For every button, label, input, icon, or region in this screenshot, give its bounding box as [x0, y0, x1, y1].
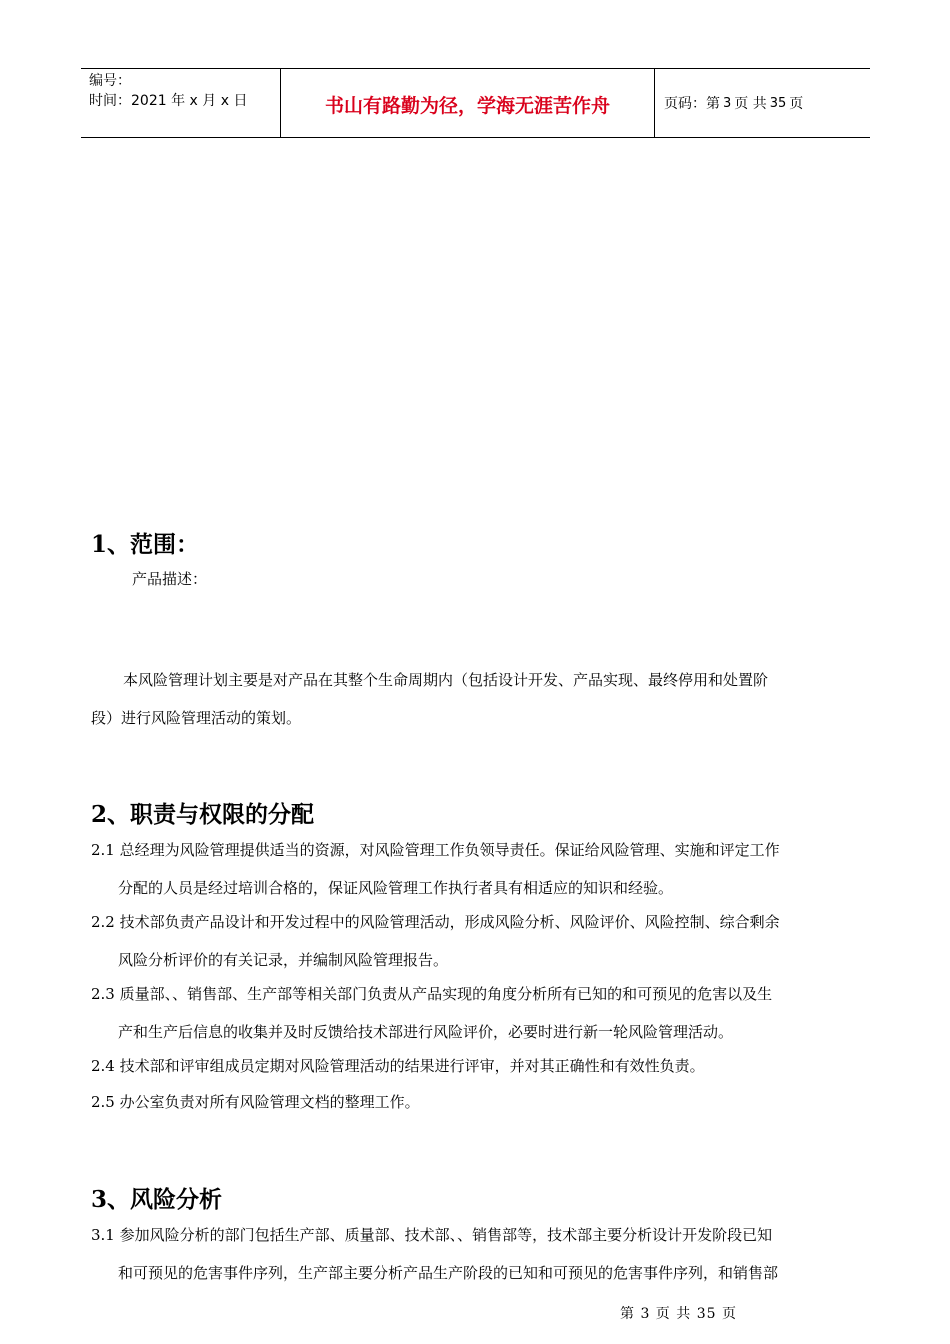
header-motto: 书山有路勤为径，学海无涯苦作舟 [281, 69, 655, 137]
list-item-line: 2.3 质量部、、销售部、生产部等相关部门负责从产品实现的角度分析所有已知的和可预见的危害以及生 [91, 985, 773, 1003]
list-item-continuation: 分配的人员是经过培训合格的，保证风险管理工作执行者具有相适应的知识和经验。 [118, 879, 674, 897]
list-item-line: 2.4 技术部和评审组成员定期对风险管理活动的结果进行评审，并对其正确性和有效性负责。 [91, 1057, 705, 1075]
section-2-title: 2、职责与权限的分配 [91, 801, 315, 828]
list-item-continuation: 和可预见的危害事件序列，生产部主要分析产品生产阶段的已知和可预见的危害事件序列，和销售部 [118, 1264, 779, 1282]
list-item-line: 2.1 总经理为风险管理提供适当的资源，对风险管理工作负领导责任。保证给风险管理、实施和评定工作 [91, 841, 780, 859]
page-middle: 页 共 [734, 96, 767, 112]
page-footer: 第 3 页 共 35 页 [620, 1306, 737, 1322]
list-item-2-5 [91, 1083, 861, 1121]
list-item-line: 2.5 办公室负责对所有风险管理文档的整理工作。 [91, 1093, 420, 1111]
date-label: 时间：2021 年 x 月 x 日 [89, 93, 248, 109]
header-page-info [655, 69, 870, 137]
header-meta [81, 69, 281, 137]
scope-paragraph-line-2: 段）进行风险管理活动的策划。 [91, 709, 302, 727]
page-current: 3 [723, 95, 732, 111]
list-item-line: 3.1 参加风险分析的部门包括生产部、质量部、技术部、、销售部等，技术部主要分析设计开发阶段已知 [91, 1226, 773, 1244]
list-item-line: 2.2 技术部负责产品设计和开发过程中的风险管理活动，形成风险分析、风险评价、风险控制、综合剩余 [91, 913, 780, 931]
product-description-label: 产品描述： [132, 570, 208, 588]
document-header [81, 68, 870, 138]
scope-paragraph-line-1: 本风险管理计划主要是对产品在其整个生命周期内（包括设计开发、产品实现、最终停用和处置阶 [123, 671, 769, 689]
list-item-2-2 [91, 903, 861, 979]
number-label: 编号： [89, 73, 131, 89]
section-1-title: 1、范围： [91, 531, 200, 558]
page-suffix: 页 [789, 96, 804, 112]
list-item-continuation: 风险分析评价的有关记录，并编制风险管理报告。 [118, 951, 449, 969]
list-item-2-1 [91, 831, 861, 907]
page-total: 35 [769, 95, 787, 111]
list-item-3-1 [91, 1216, 861, 1292]
list-item-2-3 [91, 975, 861, 1051]
list-item-continuation: 产和生产后信息的收集并及时反馈给技术部进行风险评价，必要时进行新一轮风险管理活动。 [118, 1023, 734, 1041]
list-item-2-4 [91, 1047, 861, 1085]
page-prefix: 页码：第 [664, 96, 720, 112]
section-3-title: 3、风险分析 [91, 1186, 223, 1213]
